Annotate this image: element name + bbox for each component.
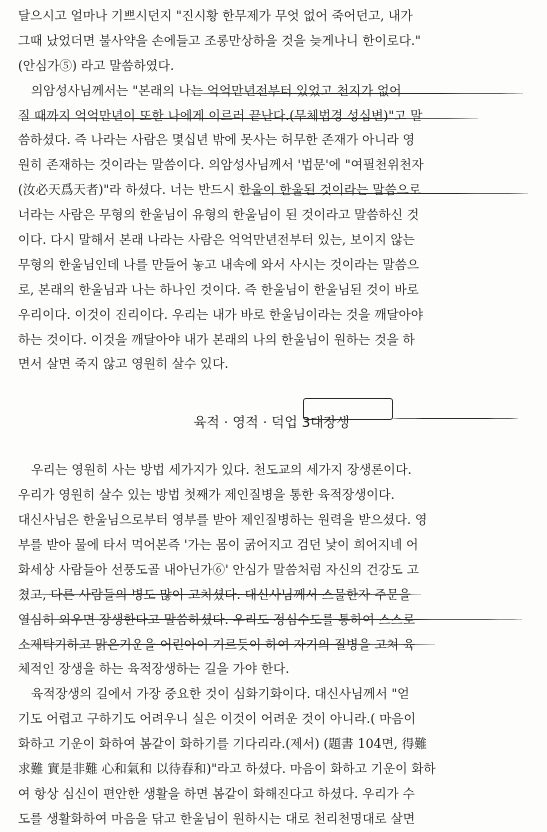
text-line: 열심히 외우면 장생한다고 말씀하셨다. 우리도 정심수도를 통하여 스스로 [18, 611, 415, 627]
text-line: 의암성사님께서는 "본래의 나는 억억만년전부터 있었고 천지가 없어 [31, 82, 402, 98]
text-line: (汝必天爲天者)"라 하셨다. 너는 반드시 한울이 한울된 것이라는 말씀으로 [18, 182, 422, 198]
text-line: 우리가 영원히 살수 있는 방법 첫째가 제인질병을 통한 육적장생이다. [18, 487, 395, 503]
text-line: 원히 존재하는 것이라는 말씀이다. 의암성사님께서 '법문'에 "여필천위천자 [18, 157, 424, 173]
text-line: 체적인 장생을 하는 육적장생하는 길을 가야 한다. [18, 661, 290, 677]
text-line: 육적장생의 길에서 가장 중요한 것이 심화기화이다. 대신사님께서 "얻 [31, 686, 410, 702]
paragraph-simhwa-gihwa [18, 682, 525, 707]
text-line: 화세상 사람들아 선풍도골 내아닌가⑥' 안심가 말씀처럼 자신의 건강도 고 [18, 561, 419, 577]
text-line: 우리이다. 이것이 진리이다. 우리는 내가 바로 한울님이라는 것을 깨달아야 [18, 306, 423, 322]
text-line: 도를 생활화하여 마음을 닦고 한울님이 원하시는 대로 천리천명대로 살면 [18, 810, 415, 826]
text-line: 면서 살면 죽지 않고 영원히 살수 있다. [18, 356, 229, 372]
text-line: 화하고 기운이 화하여 봄같이 화하기를 기다리라.(제서) (題書 104면, 得難 [18, 736, 427, 752]
paragraph-three-longevity [18, 458, 525, 508]
text-line: 이다. 다시 말해서 본래 나라는 사람은 억억만년전부터 있는, 보이지 않는 [18, 232, 415, 248]
text-line: 하는 것이다. 이것을 깨달아야 내가 본래의 나의 한울님이 원하는 것을 하 [18, 331, 415, 347]
paragraph-anshimga-quote [18, 4, 525, 79]
paragraph-jeseo-quote [18, 707, 525, 831]
text-line: (안심가⑤) 라고 말씀하였다. [18, 57, 175, 73]
section-heading: 육적 · 영적 · 덕업 3대장생 [193, 415, 350, 432]
text-line: 대신사님은 한울님으로부터 영부를 받아 제인질병하는 원력을 받으셨다. 영 [18, 512, 428, 528]
text-line: 무형의 한울님인데 나를 만들어 놓고 내속에 와서 사시는 것이라는 말씀으 [18, 256, 419, 272]
text-line: 질 때까지 억억만년이 또한 나에게 이르러 끝난다.(무체법경 성심변)"고 말 [18, 107, 423, 123]
text-line: 소제탁기하고 맑은기운을 어린아이 기르듯이 하여 자기의 질병을 고쳐 육 [18, 636, 415, 652]
text-line: 부를 받아 물에 타서 먹어본즉 '가는 몸이 굵어지고 검던 낯이 희어지네 어 [18, 537, 419, 553]
text-line: 求難 實是非難 心和氣和 以待春和)"라고 하셨다. 마음이 화하고 기운이 화하 [18, 761, 436, 777]
text-line: 기도 어렵고 구하기도 어려우니 실은 이것이 어려운 것이 아니라.( 마음이 [18, 711, 416, 727]
text-line: 그때 났었더면 불사약을 손에들고 조롱만상하을 것을 늦게나니 한이로다." [18, 32, 421, 48]
text-line: 로, 본래의 한울님과 나는 하나인 것이다. 즉 한울님이 한울님된 것이 바로 [18, 281, 419, 297]
text-line: 우리는 영원히 사는 방법 세가지가 있다. 천도교의 세가지 장생론이다. [31, 462, 412, 478]
text-line: 달으시고 얼마나 기쁘시던지 "진시황 한무제가 무엇 없어 죽어던고, 내가 [18, 8, 413, 23]
paragraph-daesinsa-healing [18, 508, 525, 682]
text-line: 씀하셨다. 즉 나라는 사람은 몇십년 밖에 못사는 허무한 존재가 아니라 영 [18, 132, 415, 148]
text-line: 너라는 사람은 무형의 한울님이 유형의 한울님이 된 것이라고 말씀하신 것 [18, 207, 419, 223]
text-line: 쳤고, 다른 사람들의 병도 많이 고치셨다. 대신사님께서 스물한자 주문을 [18, 586, 411, 602]
paragraph-uiam-teaching [18, 79, 525, 378]
text-line: 여 항상 심신이 편안한 생활을 하면 봄같이 화해진다고 하셨다. 우리가 수 [18, 785, 415, 801]
